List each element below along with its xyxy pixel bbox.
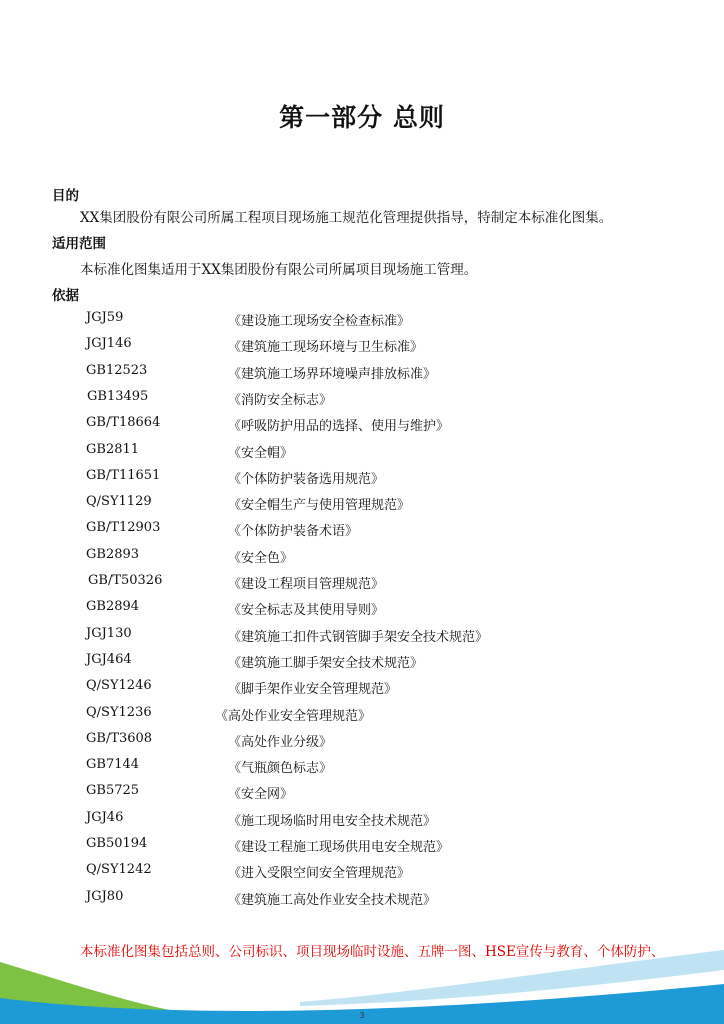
basis-heading: 依据 [52, 288, 79, 304]
standard-code: JGJ130 [86, 625, 132, 641]
standard-code: GB50194 [86, 836, 148, 851]
standard-name: 《安全色》 [228, 550, 294, 566]
standard-row [0, 573, 724, 593]
standard-name: 《建筑施工脚手架安全技术规范》 [228, 655, 424, 671]
standard-code: Q/SY1236 [86, 704, 152, 720]
standard-row [0, 836, 724, 856]
standard-code: GB/T50326 [88, 573, 163, 588]
standard-row [0, 678, 724, 698]
standard-code: Q/SY1246 [86, 678, 152, 694]
standard-name: 《高处作业安全管理规范》 [215, 708, 372, 724]
standard-code: JGJ80 [86, 888, 124, 904]
standard-name: 《建设施工现场安全检查标准》 [228, 314, 411, 329]
standard-code: GB5725 [86, 783, 140, 799]
standard-row [0, 494, 724, 514]
standard-code: GB/T12903 [86, 520, 161, 536]
standard-row [0, 442, 724, 462]
standard-code: JGJ146 [86, 336, 132, 352]
standard-row [0, 547, 724, 567]
standard-code: Q/SY1129 [86, 494, 152, 510]
footer-note: 本标准化图集包括总则、公司标识、项目现场临时设施、五牌一图、HSE宣传与教育、个体防护、 [80, 944, 665, 960]
purpose-text: XX集团股份有限公司所属工程项目现场施工规范化管理提供指导，特制定本标准化图集。 [80, 210, 613, 226]
standard-row [0, 520, 724, 540]
standard-name: 《安全帽》 [228, 445, 294, 461]
standard-row [0, 310, 724, 330]
standard-row [0, 783, 724, 803]
standard-name: 《个体防护装备术语》 [228, 524, 359, 540]
standard-name: 《建筑施工扣件式钢管脚手架安全技术规范》 [228, 629, 489, 645]
standard-name: 《高处作业分级》 [228, 734, 333, 750]
standard-name: 《安全帽生产与使用管理规范》 [228, 498, 411, 514]
standard-code: GB/T11651 [86, 467, 161, 483]
standard-row [0, 468, 724, 488]
standard-code: GB2893 [86, 546, 140, 562]
standard-row [0, 862, 724, 882]
standard-name: 《安全网》 [228, 787, 294, 803]
standard-code: GB2894 [86, 599, 140, 615]
standard-name: 《建筑施工现场环境与卫生标准》 [228, 340, 424, 356]
standard-row [0, 336, 724, 356]
standard-code: GB13495 [87, 388, 149, 404]
standard-name: 《进入受限空间安全管理规范》 [228, 866, 411, 882]
standard-code: Q/SY1242 [86, 862, 152, 878]
standard-name: 《呼吸防护用品的选择、使用与维护》 [228, 419, 450, 435]
standard-row [0, 415, 724, 435]
scope-heading: 适用范围 [52, 236, 106, 252]
standard-row [0, 810, 724, 830]
standard-code: GB2811 [86, 441, 140, 457]
standard-row [0, 652, 724, 672]
standard-row [0, 599, 724, 619]
standard-row [0, 626, 724, 646]
standard-row [0, 731, 724, 751]
standard-code: GB/T3608 [86, 730, 153, 746]
standard-row [0, 363, 724, 383]
standard-name: 《脚手架作业安全管理规范》 [228, 682, 398, 698]
standard-code: JGJ46 [86, 809, 124, 825]
standard-name: 《个体防护装备选用规范》 [228, 471, 385, 487]
standard-name: 《消防安全标志》 [228, 392, 333, 408]
page-title: 第一部分 总则 [279, 103, 445, 132]
standard-name: 《建设工程施工现场供用电安全规范》 [228, 840, 450, 855]
standard-row [0, 705, 724, 725]
scope-text: 本标准化图集适用于XX集团股份有限公司所属项目现场施工管理。 [80, 262, 478, 278]
standard-name: 《气瓶颜色标志》 [228, 761, 333, 777]
standard-name: 《施工现场临时用电安全技术规范》 [228, 813, 437, 829]
standard-code: GB7144 [86, 757, 140, 773]
standard-code: JGJ59 [86, 310, 124, 325]
standard-code: GB12523 [86, 362, 148, 378]
standard-name: 《建筑施工场界环境噪声排放标准》 [228, 366, 437, 382]
standard-row [0, 389, 724, 409]
standard-row [0, 889, 724, 909]
standard-code: JGJ464 [86, 651, 132, 667]
page-number: 3 [359, 1011, 365, 1020]
standard-name: 《安全标志及其使用导则》 [228, 603, 385, 619]
purpose-heading: 目的 [52, 188, 79, 204]
standard-name: 《建筑施工高处作业安全技术规范》 [228, 892, 437, 908]
standard-code: GB/T18664 [86, 415, 161, 431]
standard-name: 《建设工程项目管理规范》 [228, 577, 385, 592]
standard-row [0, 757, 724, 777]
